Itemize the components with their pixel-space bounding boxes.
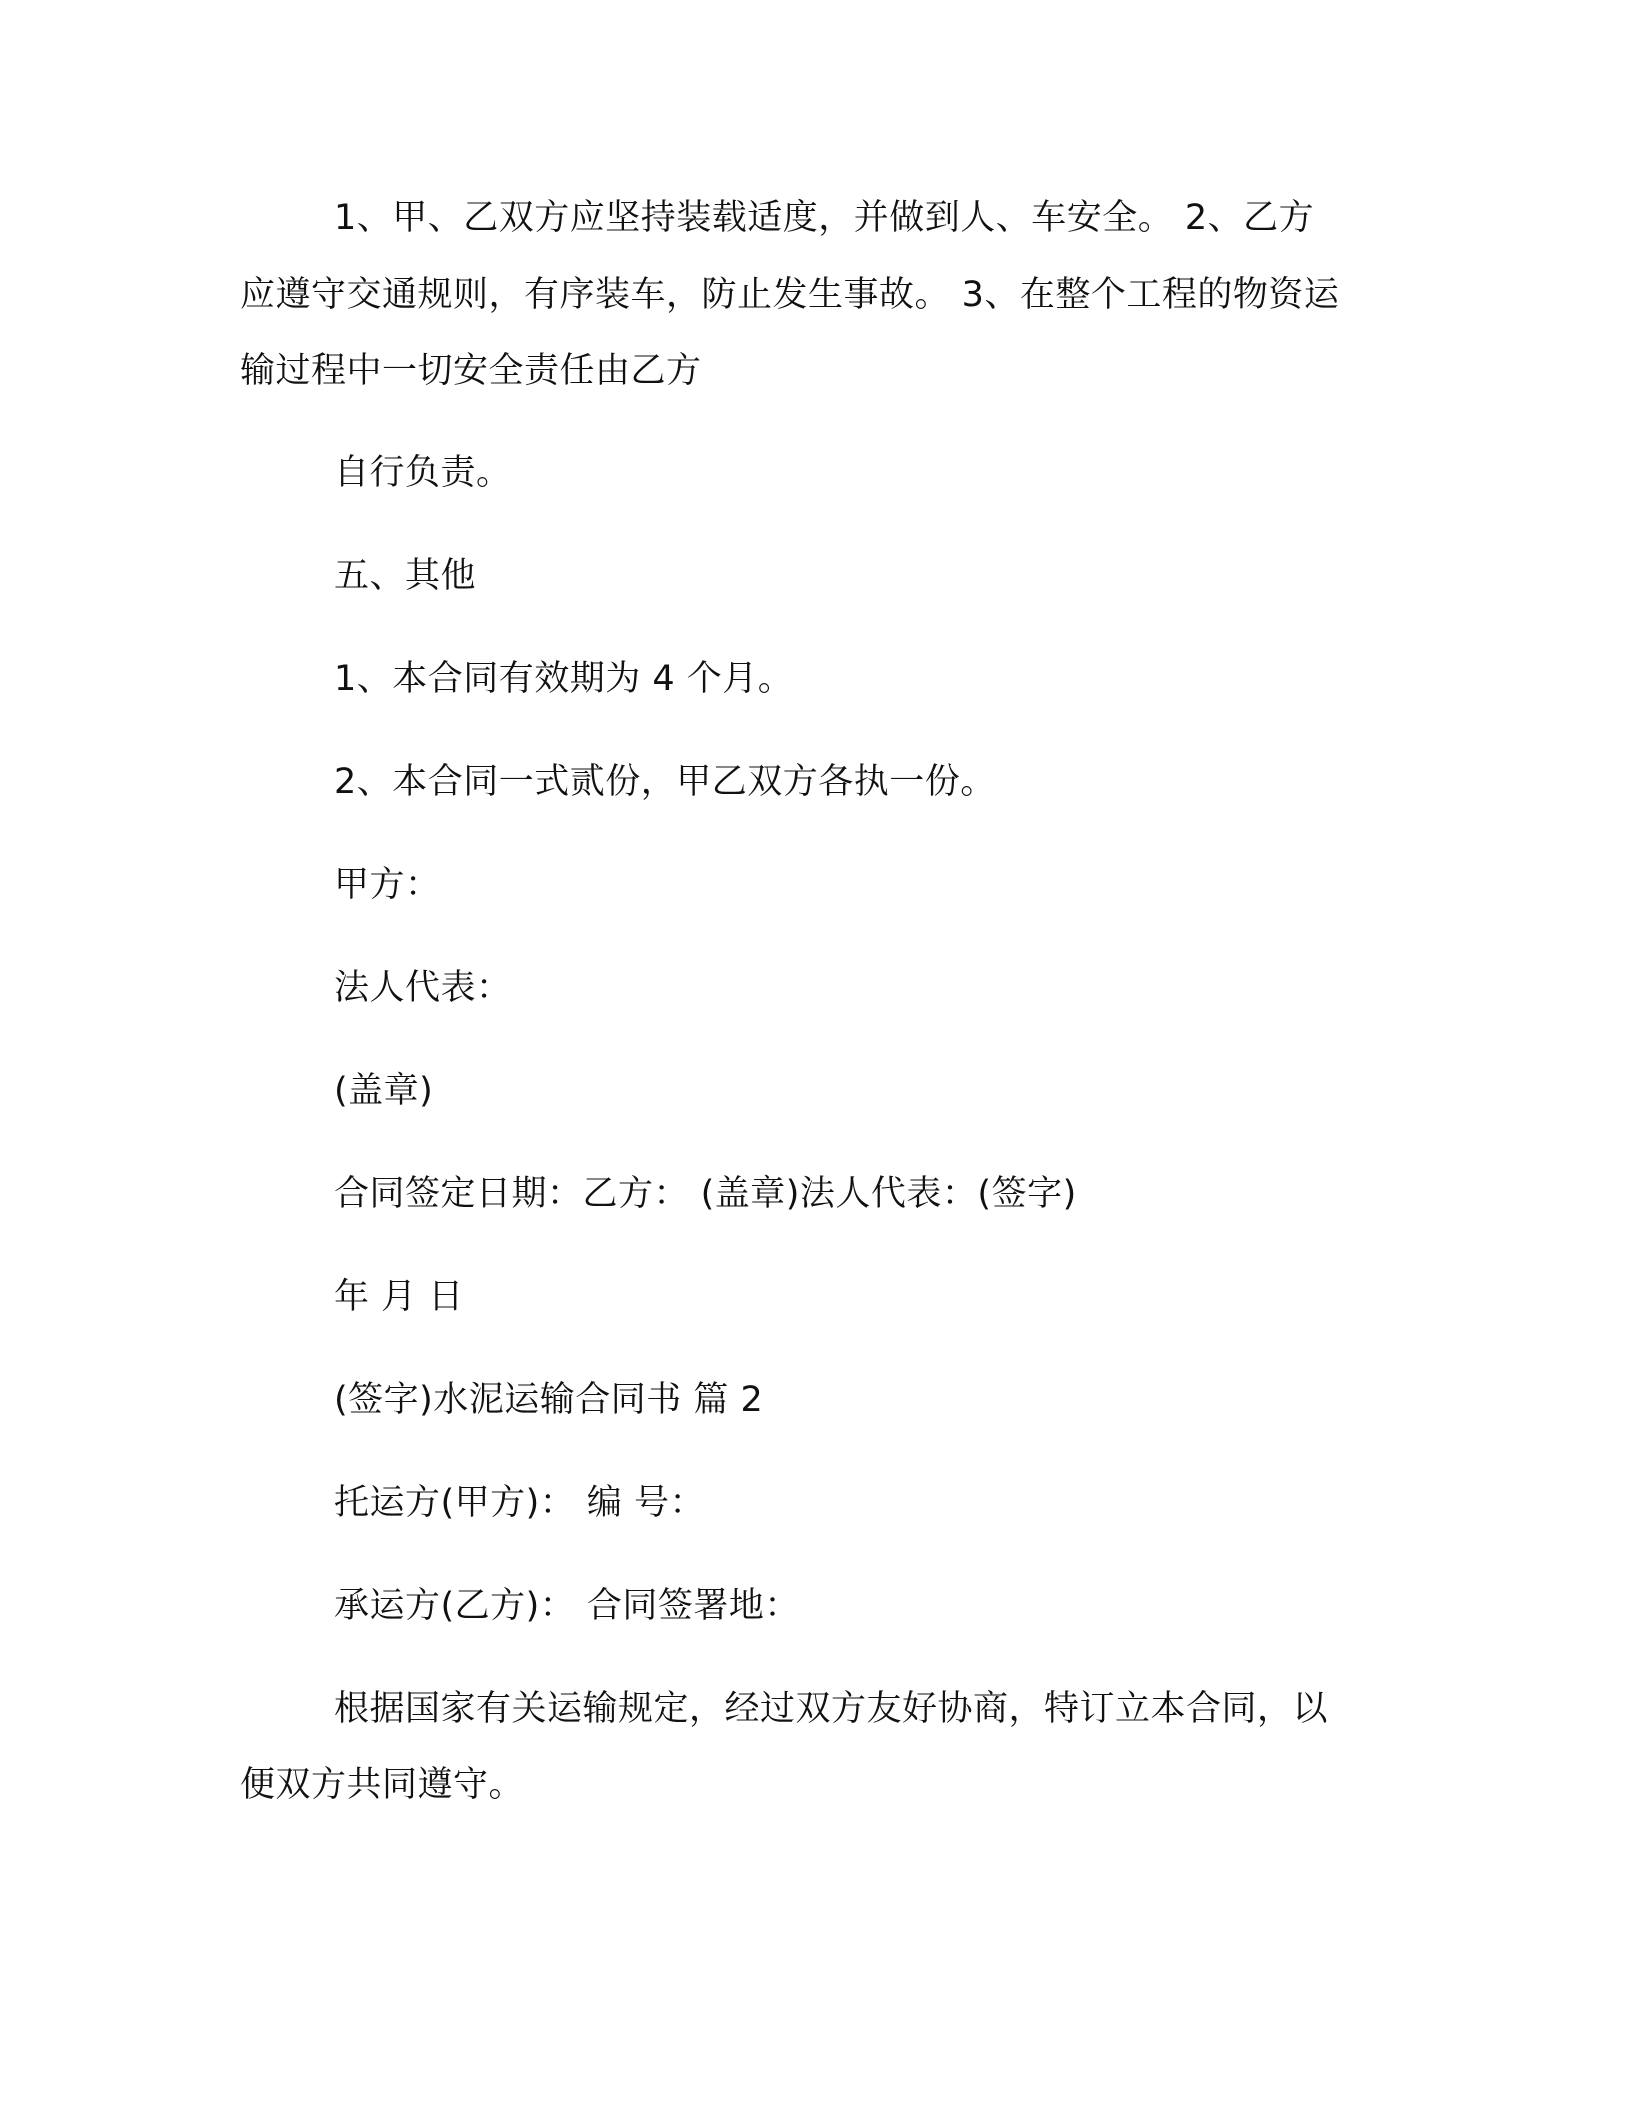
text-line: 便双方共同遵守。: [240, 1765, 525, 1805]
date-line: 年 月 日: [334, 1277, 464, 1317]
text-line: 应遵守交通规则，有序装车，防止发生事故。 3、在整个工程的物资运: [240, 275, 1340, 315]
text-line: 1、本合同有效期为 4 个月。: [334, 659, 794, 699]
text-line: 输过程中一切安全责任由乙方: [240, 351, 702, 391]
signature-label: (盖章): [334, 1071, 434, 1111]
text-line: 自行负责。: [334, 453, 512, 493]
text-line: 根据国家有关运输规定，经过双方友好协商，特订立本合同，以: [334, 1689, 1329, 1729]
party-line: 托运方(甲方)： 编 号：: [334, 1483, 706, 1523]
document-title: (签字)水泥运输合同书 篇 2: [334, 1380, 764, 1420]
text-line: 2、本合同一式贰份，甲乙双方各执一份。: [334, 762, 996, 802]
text-line: 1、甲、乙双方应坚持装载适度，并做到人、车安全。 2、乙方: [334, 198, 1315, 238]
party-line: 承运方(乙方)： 合同签署地：: [334, 1586, 800, 1626]
signature-label: 法人代表：: [334, 968, 512, 1008]
section-heading: 五、其他: [334, 556, 477, 596]
signature-label: 合同签定日期：乙方： (盖章)法人代表：(签字): [334, 1174, 1077, 1214]
signature-label: 甲方：: [334, 865, 441, 905]
